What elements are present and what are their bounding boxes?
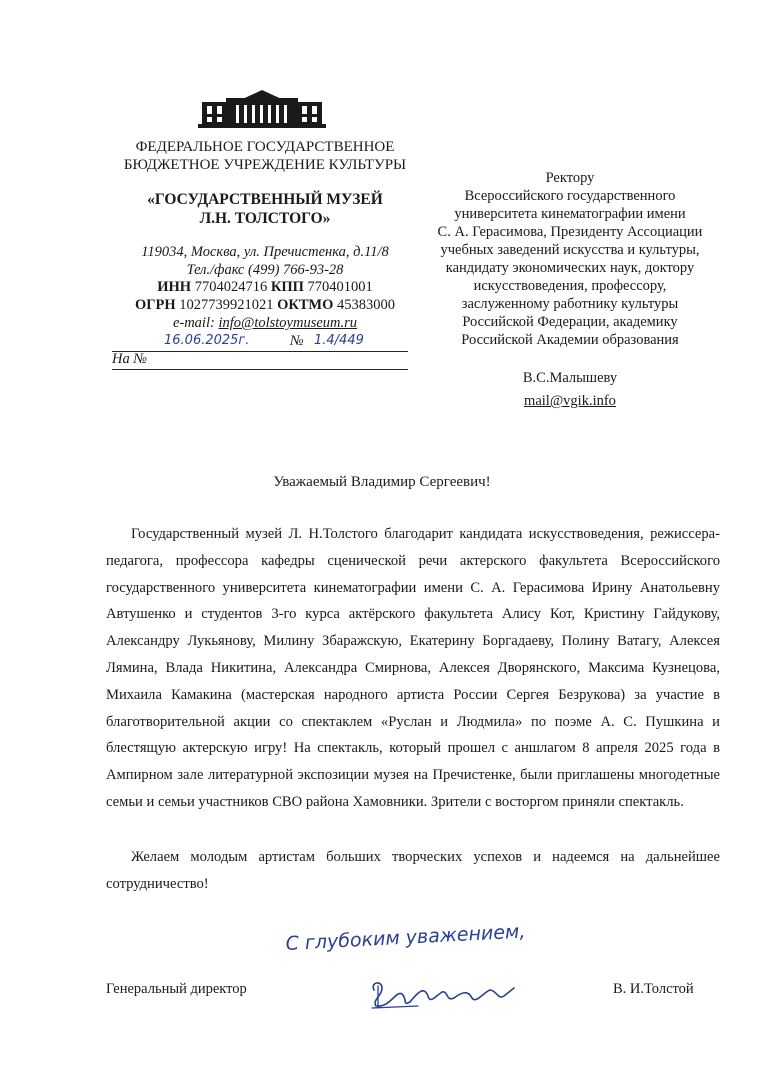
outgoing-date: 16.06.2025г. — [164, 333, 250, 348]
recipient-line: искусствоведения, профессору, — [473, 278, 667, 294]
body-paragraph-1: Государственный музей Л. Н.Толстого благодарит кандидата искусствоведения, режиссера-педагога, профессора кафедры сценической речи актерского факультета Всероссийского государственного университета кинематографии имени С. А. Герасимова Ирину Анатольевну Автушенко и студентов 3-го курса актёрского факультета Алису Кот, Кристину Гайдукову, Александру Лукьянову, Милину Збаражскую, Екатерину Боргадаеву, Полину Ватагу, Алексея Лямина, Влада Никитина, Александра Смирнова, Алексея Дворянского, Максима Кузнецова, Михаила Камакина (мастерская народного артиста России Сергея Безрукова) за участие в благотворительной акции со спектаклем «Руслан и Людмила» по поэме А. С. Пушкина и блестящую актерскую игру! На спектакль, который прошел с аншлагом 8 апреля 2025 года в Ампирном зале литературной экспозиции музея на Пречистенке, были приглашены многодетные семьи и семьи участников СВО района Хамовники. Зрители с восторгом приняли спектакль. — [106, 526, 720, 810]
org-type-line2: БЮДЖЕТНОЕ УЧРЕЖДЕНИЕ КУЛЬТУРЫ — [123, 157, 407, 173]
handwritten-signature — [278, 920, 608, 1020]
recipient-line: Российской Академии образования — [461, 332, 679, 348]
sender-ogrn-oktmo — [104, 296, 426, 315]
inn-value: 7704024716 — [194, 279, 268, 295]
kpp-value: 770401001 — [307, 279, 373, 295]
inn-label: ИНН — [157, 279, 192, 295]
email-label: e-mail: — [172, 315, 215, 331]
signatory-name: В. И.Толстой — [613, 981, 694, 997]
sender-email-link[interactable]: info@tolstoymuseum.ru — [218, 315, 358, 331]
body-paragraph-2: Желаем молодым артистам больших творческих успехов и надеемся на дальнейшее сотрудничество! — [106, 849, 720, 892]
oktmo-value: 45383000 — [337, 297, 395, 313]
outgoing-number: 1.4/449 — [314, 333, 364, 348]
recipient-line: Ректору — [545, 170, 595, 186]
handwritten-note: С глубоким уважением, — [285, 920, 526, 955]
recipient-line: Всероссийского государственного — [464, 188, 676, 204]
recipient-name: В.С.Малышеву — [522, 370, 618, 386]
recipient-line: Российской Федерации, академику — [462, 314, 678, 330]
signatory-title: Генеральный директор — [106, 981, 247, 997]
salutation: Уважаемый Владимир Сергеевич! — [273, 474, 491, 490]
sender-inn-kpp — [104, 278, 426, 297]
outgoing-number-line — [112, 333, 408, 352]
incoming-number-label: На № — [112, 351, 148, 367]
recipient-email-link[interactable]: mail@vgik.info — [524, 393, 616, 409]
recipient-line: С. А. Герасимова, Президенту Ассоциации — [437, 224, 703, 240]
ogrn-label: ОГРН — [134, 297, 176, 313]
recipient-line: заслуженному работнику культуры — [461, 296, 679, 312]
sender-address: 119034, Москва, ул. Пречистенка, д.11/8 — [141, 244, 389, 260]
sender-telfax: Тел./факс (499) 766-93-28 — [186, 262, 344, 278]
museum-building-logo — [196, 86, 328, 130]
outgoing-number-label: № — [290, 333, 304, 349]
sender-email-line — [104, 314, 426, 333]
museum-name-line2: Л.Н. ТОЛСТОГО» — [199, 210, 331, 227]
incoming-number-line — [112, 351, 408, 370]
recipient-line: учебных заведений искусства и культуры, — [440, 242, 700, 258]
org-type-line1: ФЕДЕРАЛЬНОЕ ГОСУДАРСТВЕННОЕ — [135, 139, 395, 155]
museum-name-line1: «ГОСУДАРСТВЕННЫЙ МУЗЕЙ — [147, 191, 383, 208]
kpp-label: КПП — [270, 279, 304, 295]
oktmo-label: ОКТМО — [277, 297, 334, 313]
recipient-line: университета кинематографии имени — [454, 206, 686, 222]
recipient-line: кандидату экономических наук, доктору — [445, 260, 695, 276]
ogrn-value: 1027739921021 — [179, 297, 274, 313]
